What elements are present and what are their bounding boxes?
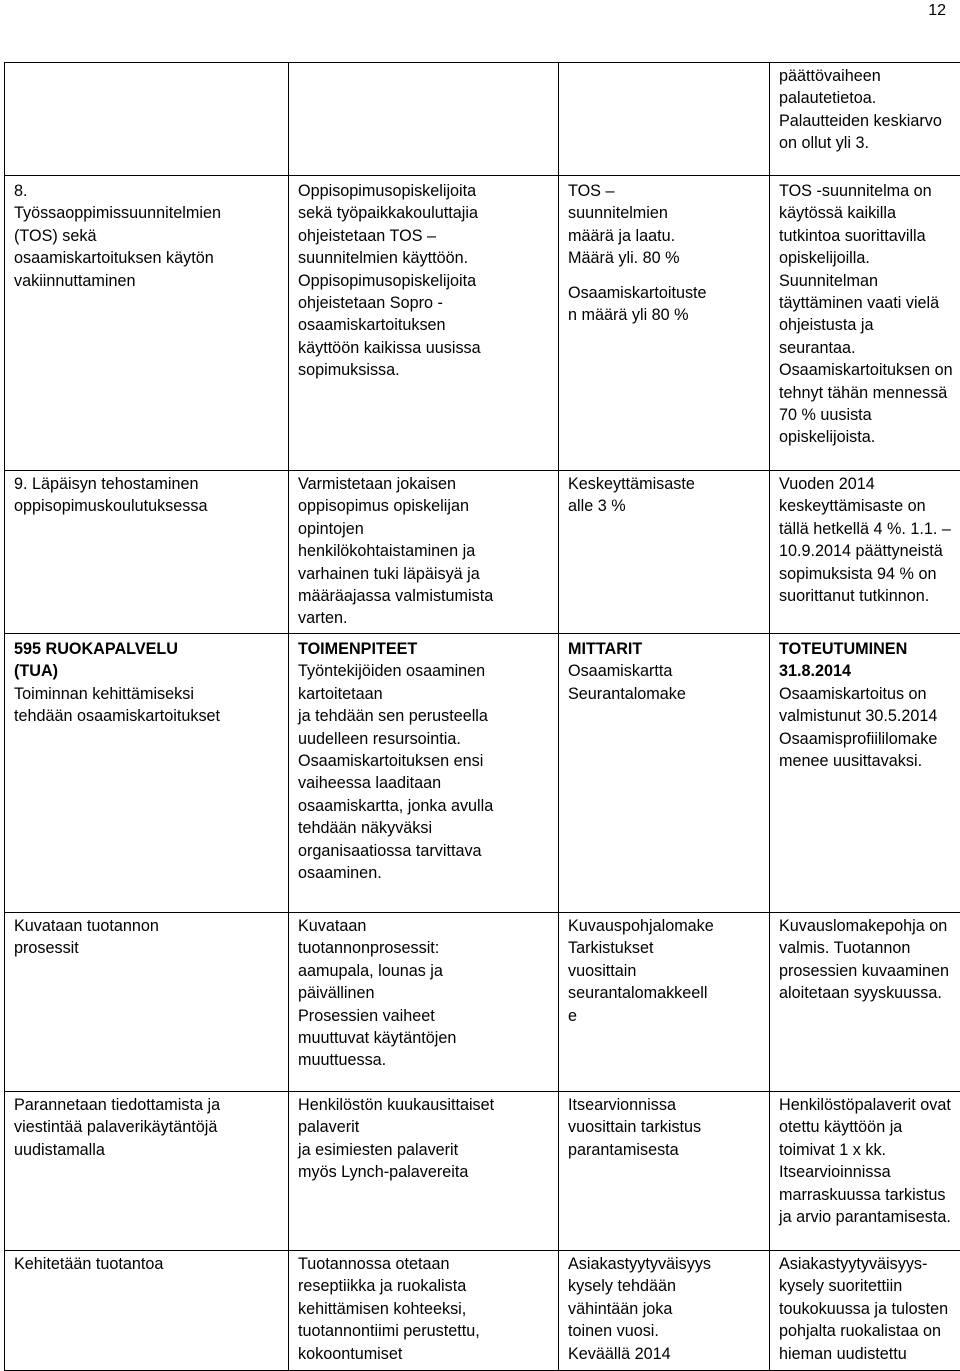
page-number: 12 [928,0,946,22]
row1-indicator-b: Osaamiskartoituste n määrä yli 80 % [568,284,707,324]
row1-status: TOS -suunnitelma on käytössä kaikilla tutkintoa suorittavilla opiskelijoilla. Suunnitelman täyttäminen vaati vielä ohjeistusta ja seurantaa. Osaamiskartoituksen on tehnyt tähän mennessä 70 % uusista opiskelijoista. [770,176,960,471]
row6-goal: Kehitetään tuotantoa [5,1251,289,1371]
row0-col4: päättövaiheen palautetietoa. Palautteiden keskiarvo on ollut yli 3. [770,63,960,176]
row1-indicators [559,176,770,471]
row5-goal: Parannetaan tiedottamista ja viestintää palaverikäytäntöjä uudistamalla [5,1092,289,1251]
row3-goal-text: Toiminnan kehittämiseksi tehdään osaamiskartoitukset [14,685,220,725]
row3-measures-text: Työntekijöiden osaaminen kartoitetaan ja tehdään sen perusteella uudelleen resursointia. Osaamiskartoituksen ensi vaiheessa laaditaan osaamiskartta, jonka avulla tehdään näkyväksi organisaatiossa tarvittava osaaminen. [298,662,493,882]
row6-indicators: Asiakastyytyväisyys kysely tehdään vähintään joka toinen vuosi. Keväällä 2014 [559,1251,770,1371]
table-row [5,913,960,1092]
row4-measures: Kuvataan tuotannonprosessit: aamupala, lounas ja päivällinen Prosessien vaiheet muuttuvat käytäntöjen muuttuessa. [289,913,559,1092]
row3-status-text: Osaamiskartoitus on valmistunut 30.5.2014 Osaamisprofiililomake menee uusittavaksi. [779,685,937,770]
row0-col1 [5,63,289,176]
row5-indicators: Itsearvionnissa vuosittain tarkistus parantamisesta [559,1092,770,1251]
row6-measures: Tuotannossa otetaan reseptiikka ja ruokalista kehittämisen kohteeksi, tuotannontiimi perustettu, kokoontumiset [289,1251,559,1371]
row2-status: Vuoden 2014 keskeyttämisaste on tällä hetkellä 4 %. 1.1. – 10.9.2014 päättyneistä sopimuksista 94 % on suorittanut tutkinnon. [770,471,960,634]
unit-heading: 595 RUOKAPALVELU (TUA) [14,640,178,680]
row0-col2 [289,63,559,176]
row0-col3 [559,63,770,176]
status-heading: TOTEUTUMINEN 31.8.2014 [779,640,907,680]
row3-status [770,634,960,913]
table-row [5,1251,960,1371]
row5-status: Henkilöstöpalaverit ovat otettu käyttöön ja toimivat 1 x kk. Itsearvioinnissa marraskuussa tarkistus ja arvio parantamisesta. [770,1092,960,1251]
row4-indicators: Kuvauspohjalomake Tarkistukset vuosittain seurantalomakkeell e [559,913,770,1092]
indicators-heading: MITTARIT [568,640,642,658]
row2-indicators: Keskeyttämisaste alle 3 % [559,471,770,634]
table-row [5,471,960,634]
row3-measures [289,634,559,913]
row3-indicators-text: Osaamiskartta Seurantalomake [568,662,686,702]
row4-status: Kuvauslomakepohja on valmis. Tuotannon prosessien kuvaaminen aloitetaan syyskuussa. [770,913,960,1092]
plan-table [4,62,960,1371]
row4-goal: Kuvataan tuotannon prosessit [5,913,289,1092]
table-row [5,1092,960,1251]
row1-measures: Oppisopimusopiskelijoita sekä työpaikkakouluttajia ohjeistetaan TOS – suunnitelmien käyttöön. Oppisopimusopiskelijoita ohjeistetaan Sopro - osaamiskartoituksen käyttöön kaikissa uusissa sopimuksissa. [289,176,559,471]
measures-heading: TOIMENPITEET [298,640,417,658]
row3-indicators [559,634,770,913]
row3-goal [5,634,289,913]
row5-measures: Henkilöstön kuukausittaiset palaverit ja esimiesten palaverit myös Lynch-palavereita [289,1092,559,1251]
table-row [5,176,960,471]
row2-measures: Varmistetaan jokaisen oppisopimus opiskelijan opintojen henkilökohtaistaminen ja varhainen tuki läpäisyä ja määräajassa valmistumista varten. [289,471,559,634]
row2-goal: 9. Läpäisyn tehostaminen oppisopimuskoulutuksessa [5,471,289,634]
row1-goal: 8. Työssaoppimissuunnitelmien (TOS) sekä osaamiskartoituksen käytön vakiinnuttaminen [5,176,289,471]
row6-status: Asiakastyytyväisyys- kysely suoritettiin toukokuussa ja tulosten pohjalta ruokalistaa on hieman uudistettu [770,1251,960,1371]
table-row [5,63,960,176]
row1-indicator-a: TOS – suunnitelmien määrä ja laatu. Määrä yli. 80 % [568,182,680,267]
table-row [5,634,960,913]
